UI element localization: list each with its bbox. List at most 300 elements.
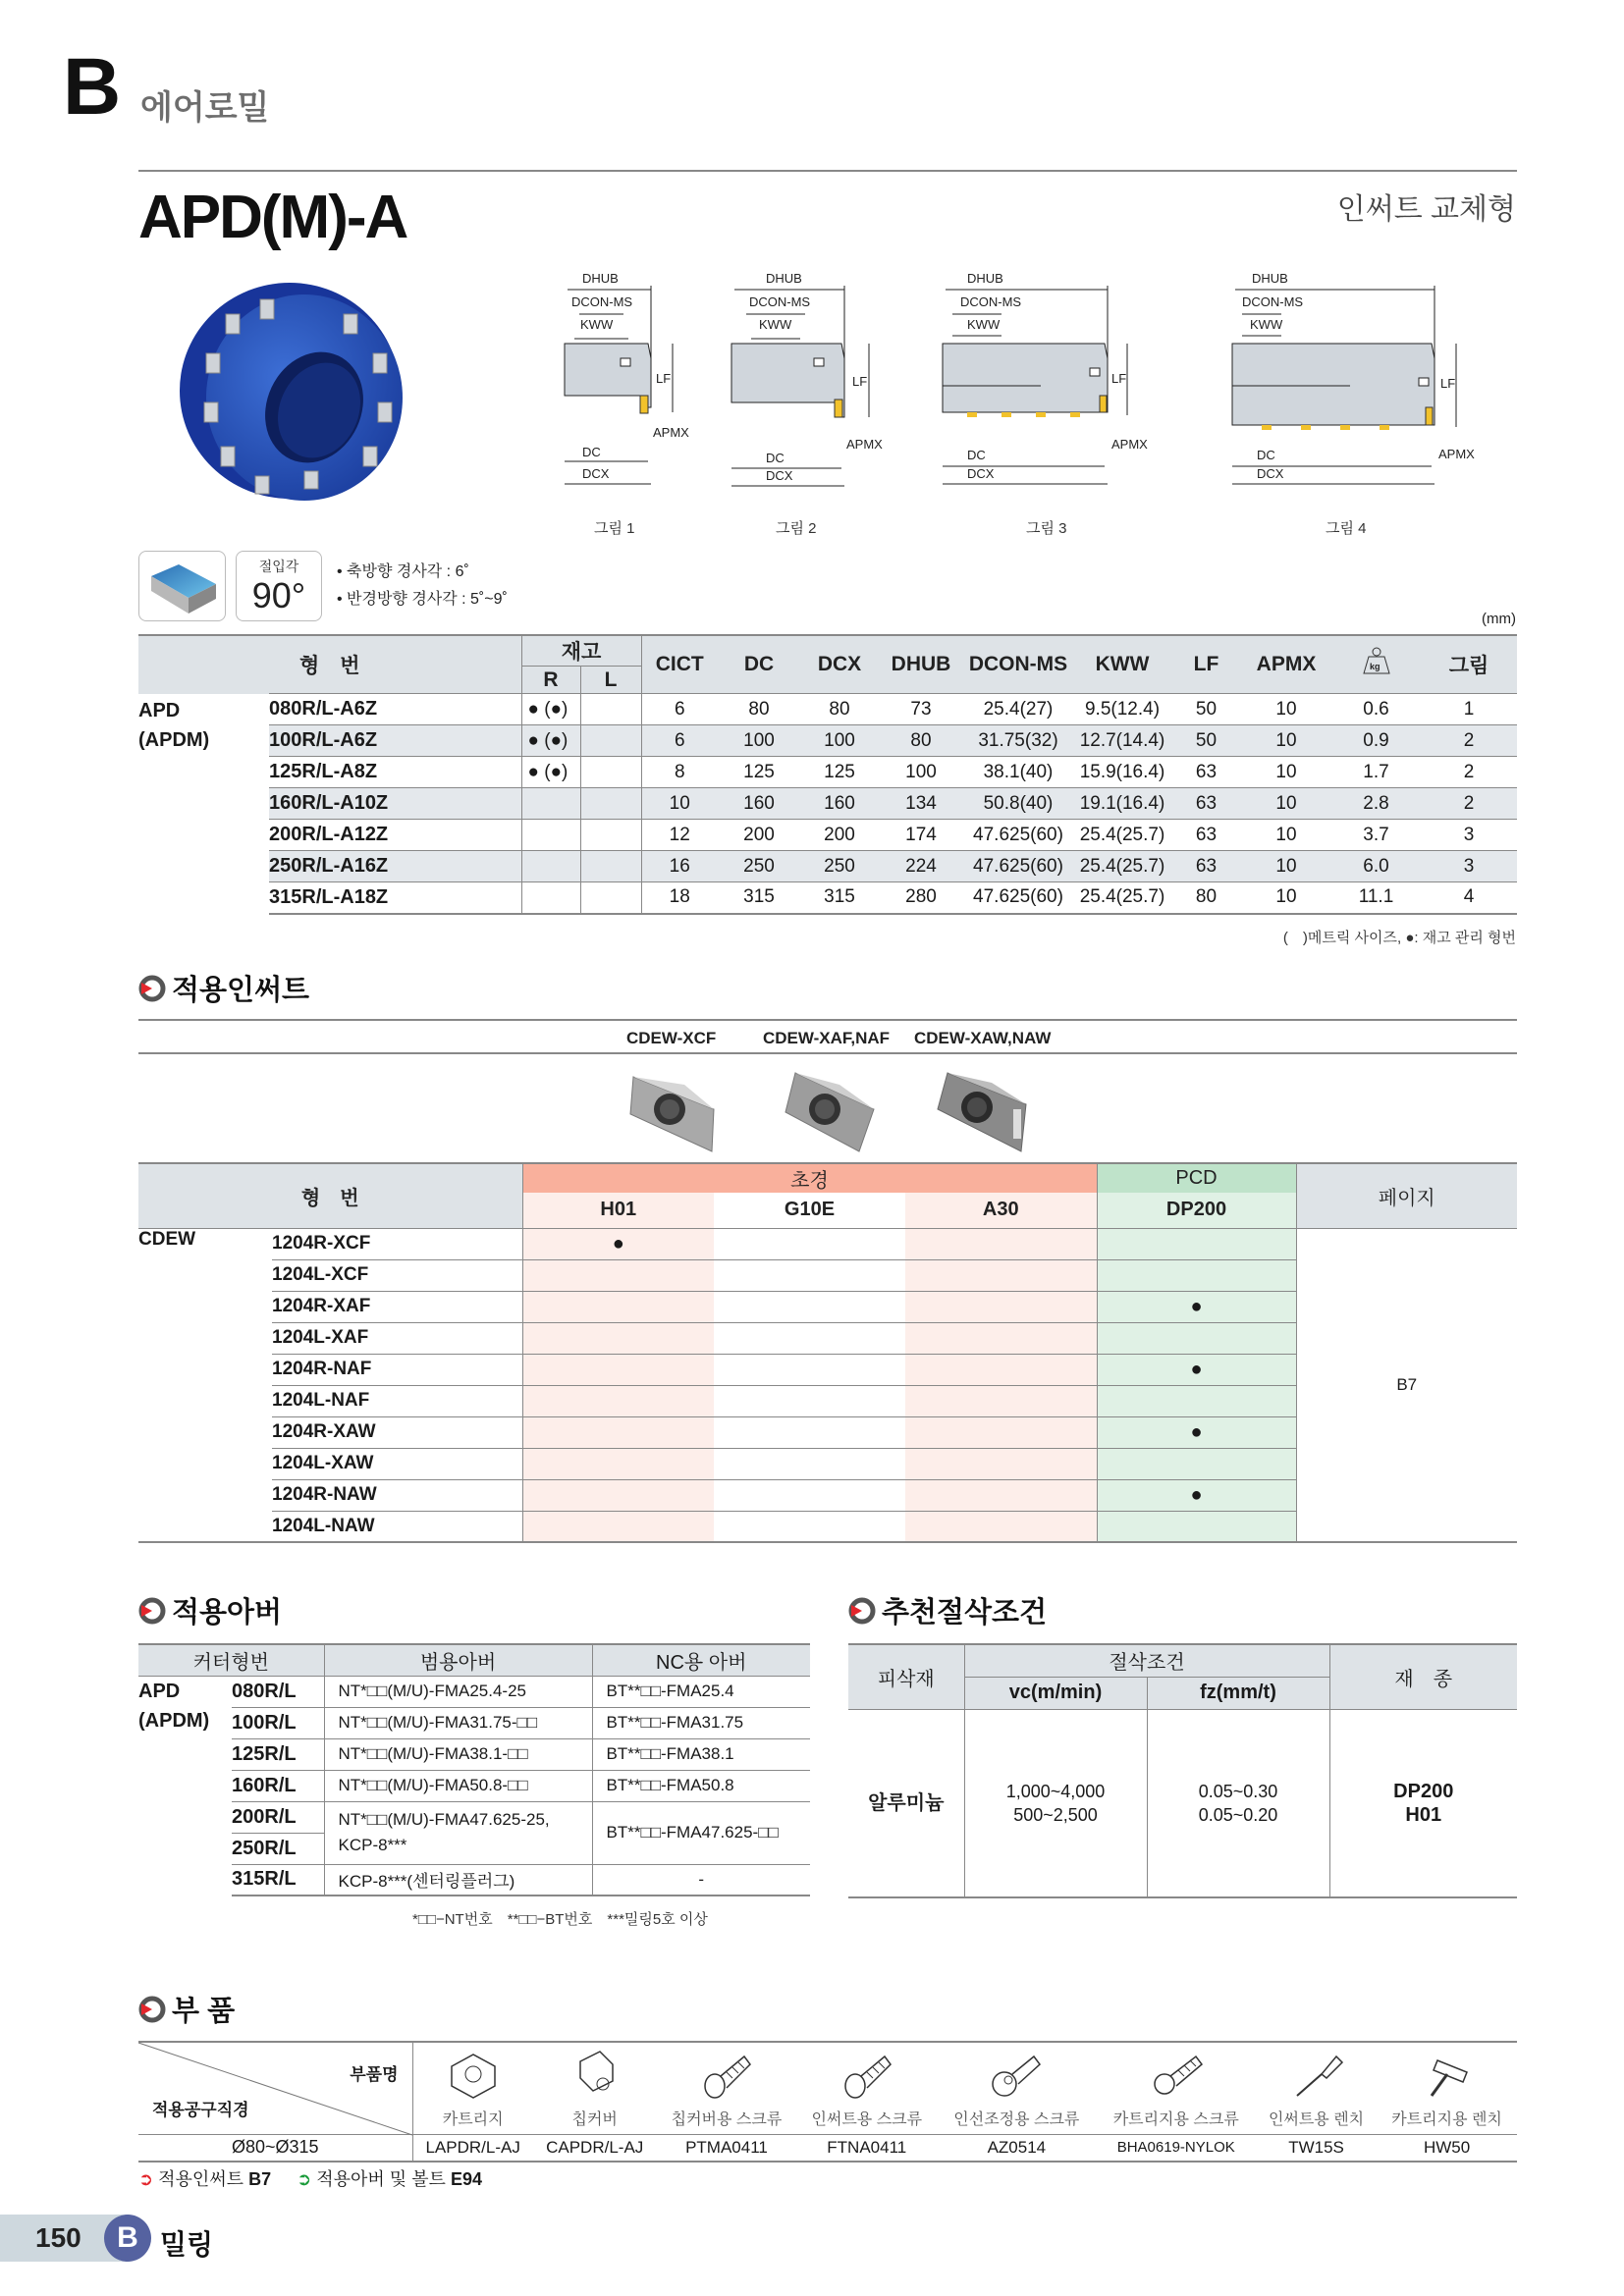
value-cell: 50 — [1171, 694, 1241, 725]
part-name: 인써트용 렌치 — [1268, 2111, 1365, 2129]
insert-label-xaw: CDEW-XAW,NAW — [914, 1029, 1052, 1047]
insert-image-xaf — [781, 1065, 879, 1158]
chapter-letter: B — [63, 42, 122, 132]
grade-mark: ● — [1097, 1354, 1296, 1385]
stock-r — [521, 788, 580, 820]
value-cell: 3.7 — [1331, 820, 1421, 851]
grade-mark — [905, 1511, 1097, 1542]
value-cell: 16 — [641, 851, 718, 882]
grade-mark — [1097, 1228, 1296, 1259]
value-cell: 125 — [718, 757, 800, 788]
header-divider — [138, 170, 1517, 172]
insert-row — [138, 1228, 1517, 1259]
model-code: 100R/L-A6Z — [269, 725, 521, 757]
nc-arbor: BT**□□-FMA50.8 — [592, 1770, 810, 1801]
value-cell: 1.7 — [1331, 757, 1421, 788]
adjust-screw-icon — [987, 2047, 1046, 2102]
value-cell: 15.9(16.4) — [1073, 757, 1171, 788]
value-cell: 224 — [879, 851, 963, 882]
header-grade-g10e: G10E — [714, 1193, 905, 1228]
insert-image-xaw — [933, 1065, 1031, 1158]
value-cell: 160 — [800, 788, 879, 820]
stock-l — [580, 788, 641, 820]
insert-code: 1204R-XAW — [272, 1416, 522, 1448]
model-code: 200R/L-A12Z — [269, 820, 521, 851]
parts-corner-cell — [138, 2042, 412, 2134]
value-cell: 0.6 — [1331, 694, 1421, 725]
part-code: BHA0619-NYLOK — [1097, 2134, 1256, 2162]
figure-caption: 그림 3 — [1026, 520, 1067, 537]
header-nc-arbor: NC용 아버 — [592, 1644, 810, 1676]
value-cell: 134 — [879, 788, 963, 820]
value-cell: 47.625(60) — [963, 882, 1073, 914]
dhub-label: DHUB — [582, 271, 619, 286]
lf-label: LF — [1111, 371, 1127, 386]
part-chip-cover-screw — [657, 2042, 797, 2134]
part-chip-cover — [533, 2042, 657, 2134]
value-cell: 19.1(16.4) — [1073, 788, 1171, 820]
diagram-fig2 — [731, 270, 889, 506]
parts-section-title: 부 품 — [172, 1996, 236, 2027]
arbor-row — [138, 1738, 810, 1770]
insert-code: 1204R-XCF — [272, 1228, 522, 1259]
value-cell: 315 — [800, 882, 879, 914]
parts-section-header — [138, 1989, 235, 2029]
part-name: 칩커버 — [571, 2111, 618, 2129]
value-cell: 25.4(25.7) — [1073, 851, 1171, 882]
value-cell: 174 — [879, 820, 963, 851]
section-bullet-icon — [138, 975, 166, 1002]
figure-caption: 그림 1 — [594, 520, 635, 537]
arbor-row — [138, 1676, 810, 1707]
dcon-label: DCON-MS — [960, 294, 1022, 309]
grade-mark — [714, 1511, 905, 1542]
value-cell: 11.1 — [1331, 882, 1421, 914]
cutter-size: 200R/L — [232, 1801, 324, 1833]
value-cell: 50.8(40) — [963, 788, 1073, 820]
t-wrench-icon — [1418, 2047, 1477, 2102]
grade-mark — [714, 1259, 905, 1291]
grade-value: H01 — [1405, 1803, 1442, 1826]
grade-mark — [522, 1416, 714, 1448]
apmx-label: APMX — [1438, 447, 1475, 461]
header-conditions: 절삭조건 — [964, 1644, 1329, 1677]
part-code: CAPDR/L-AJ — [533, 2134, 657, 2162]
value-cell: 80 — [879, 725, 963, 757]
grade-mark — [1097, 1259, 1296, 1291]
cutter-size: 315R/L — [232, 1864, 324, 1896]
apmx-label: APMX — [846, 437, 883, 452]
value-cell: 80 — [800, 694, 879, 725]
model-code: 250R/L-A16Z — [269, 851, 521, 882]
apmx-label: APMX — [653, 425, 689, 440]
cartridge-icon — [444, 2047, 503, 2102]
grade-cell — [1329, 1709, 1517, 1897]
dhub-label: DHUB — [1252, 271, 1288, 286]
table-row — [138, 851, 1517, 882]
part-insert-wrench — [1256, 2042, 1377, 2134]
section-bullet-icon — [848, 1597, 876, 1625]
entry-angle-value: 90° — [251, 575, 306, 615]
general-arbor: KCP-8***(센터링플러그) — [324, 1864, 592, 1896]
weight-kg-icon — [1356, 647, 1397, 676]
vc-value: 1,000~4,000 — [1005, 1781, 1106, 1801]
dhub-label: DHUB — [766, 271, 802, 286]
value-cell: 38.1(40) — [963, 757, 1073, 788]
cutter-size: 080R/L — [232, 1676, 324, 1707]
screw-icon — [838, 2047, 896, 2102]
value-cell: 63 — [1171, 851, 1241, 882]
grade-mark — [714, 1385, 905, 1416]
kww-label: KWW — [1250, 317, 1283, 332]
part-code: LAPDR/L-AJ — [412, 2134, 533, 2162]
value-cell: 2 — [1421, 757, 1517, 788]
diagonal-divider — [138, 2043, 412, 2135]
ref-label: 적용아버 및 볼트 — [316, 2169, 446, 2189]
grade-mark — [905, 1354, 1097, 1385]
model-code: 315R/L-A18Z — [269, 882, 521, 914]
grade-mark — [522, 1385, 714, 1416]
header-stock: 재고 — [521, 635, 641, 667]
value-cell: 25.4(25.7) — [1073, 882, 1171, 914]
value-cell: 31.75(32) — [963, 725, 1073, 757]
grade-mark — [905, 1385, 1097, 1416]
insert-code: 1204L-NAF — [272, 1385, 522, 1416]
figure-caption: 그림 4 — [1326, 520, 1367, 537]
fz-cell — [1147, 1709, 1329, 1897]
part-code: FTNA0411 — [796, 2134, 937, 2162]
product-image — [167, 275, 422, 510]
dc-label: DC — [1257, 448, 1275, 462]
ref-page: E94 — [450, 2169, 482, 2189]
grade-mark — [1097, 1322, 1296, 1354]
applicable-diameter: Ø80~Ø315 — [138, 2134, 412, 2162]
lf-label: LF — [656, 371, 672, 386]
stock-l — [580, 694, 641, 725]
arbor-section-header — [138, 1590, 282, 1630]
rake-angle-notes — [337, 559, 508, 614]
insert-image-labels — [138, 1019, 1517, 1054]
header-dhub: DHUB — [879, 635, 963, 694]
insert-series: CDEW — [138, 1228, 272, 1542]
value-cell: 63 — [1171, 820, 1241, 851]
cutter-size: 125R/L — [232, 1738, 324, 1770]
stock-r — [521, 820, 580, 851]
radial-rake-note: • 반경방향 경사각 : 5˚~9˚ — [337, 591, 508, 608]
value-cell: 100 — [800, 725, 879, 757]
insert-code: 1204R-XAF — [272, 1291, 522, 1322]
stock-r: ● (●) — [521, 757, 580, 788]
general-arbor: NT*□□(M/U)-FMA31.75-□□ — [324, 1707, 592, 1738]
vc-cell — [964, 1709, 1147, 1897]
part-adjust-screw — [937, 2042, 1096, 2134]
header-grade-dp200: DP200 — [1097, 1193, 1296, 1228]
header-pcd: PCD — [1097, 1163, 1296, 1193]
part-name: 인써트용 스크류 — [811, 2111, 923, 2129]
insert-code: 1204L-XAW — [272, 1448, 522, 1479]
grade-mark — [905, 1322, 1097, 1354]
kww-label: KWW — [759, 317, 792, 332]
grade-mark: ● — [1097, 1416, 1296, 1448]
cutting-section-header — [848, 1590, 1047, 1630]
value-cell: 0.9 — [1331, 725, 1421, 757]
header-model: 형 번 — [138, 635, 521, 694]
value-cell: 47.625(60) — [963, 851, 1073, 882]
svg-text:kg: kg — [1369, 662, 1380, 671]
figure-caption: 그림 2 — [776, 520, 817, 537]
table-footnote: ( )메트릭 사이즈, ●: 재고 관리 형번 — [1282, 930, 1516, 946]
model-code: 160R/L-A10Z — [269, 788, 521, 820]
grade-mark — [1097, 1511, 1296, 1542]
insert-image-xcf — [625, 1065, 724, 1158]
cutter-size: 160R/L — [232, 1770, 324, 1801]
diagram-fig3 — [943, 270, 1148, 506]
value-cell: 100 — [718, 725, 800, 757]
cutting-section-title: 추천절삭조건 — [882, 1597, 1048, 1629]
value-cell: 10 — [641, 788, 718, 820]
arbor-series: APD (APDM) — [138, 1680, 210, 1732]
nc-arbor: BT**□□-FMA38.1 — [592, 1738, 810, 1770]
value-cell: 6.0 — [1331, 851, 1421, 882]
header-cict: CICT — [641, 635, 718, 694]
apmx-label: APMX — [1111, 437, 1148, 452]
page-title: APD(M)-A — [138, 184, 407, 251]
value-cell: 80 — [718, 694, 800, 725]
grade-mark — [905, 1259, 1097, 1291]
arrow-icon: ➲ — [297, 2169, 312, 2189]
value-cell: 25.4(25.7) — [1073, 820, 1171, 851]
ref-page: B7 — [248, 2169, 272, 2189]
ref-label: 적용인써트 — [158, 2169, 244, 2189]
value-cell: 10 — [1241, 882, 1331, 914]
part-name: 카트리지 — [442, 2111, 504, 2129]
dcon-label: DCON-MS — [571, 294, 633, 309]
grade-mark — [905, 1291, 1097, 1322]
diagram-fig1 — [565, 270, 712, 506]
cutter-size: 100R/L — [232, 1707, 324, 1738]
value-cell: 50 — [1171, 725, 1241, 757]
nc-arbor: BT**□□-FMA25.4 — [592, 1676, 810, 1707]
grade-mark: ● — [522, 1228, 714, 1259]
part-name: 카트리지용 스크류 — [1112, 2111, 1239, 2129]
nc-arbor: BT**□□-FMA31.75 — [592, 1707, 810, 1738]
material-cell: 알루미늄 — [848, 1709, 964, 1897]
part-code: PTMA0411 — [657, 2134, 797, 2162]
nc-arbor: - — [592, 1864, 810, 1896]
value-cell: 2.8 — [1331, 788, 1421, 820]
dc-label: DC — [766, 451, 785, 465]
stock-l — [580, 882, 641, 914]
dc-label: DC — [582, 445, 601, 459]
value-cell: 315 — [718, 882, 800, 914]
table-row — [138, 788, 1517, 820]
model-code: 125R/L-A8Z — [269, 757, 521, 788]
parts-name-label: 부품명 — [350, 2065, 399, 2084]
grade-mark: ● — [1097, 1291, 1296, 1322]
header-fz: fz(mm/t) — [1147, 1677, 1329, 1709]
part-code: AZ0514 — [937, 2134, 1096, 2162]
entry-angle-label: 절입각 — [258, 559, 299, 574]
header-grade-a30: A30 — [905, 1193, 1097, 1228]
arbor-row — [138, 1801, 810, 1833]
dcx-label: DCX — [766, 468, 793, 483]
value-cell: 25.4(27) — [963, 694, 1073, 725]
dhub-label: DHUB — [967, 271, 1003, 286]
table-row — [138, 757, 1517, 788]
value-cell: 10 — [1241, 757, 1331, 788]
grade-mark — [714, 1448, 905, 1479]
grade-mark — [522, 1479, 714, 1511]
fz-value: 0.05~0.20 — [1198, 1804, 1278, 1825]
header-dcx: DCX — [800, 635, 879, 694]
grade-mark — [522, 1354, 714, 1385]
header-grade: 재 종 — [1329, 1644, 1517, 1709]
value-cell: 10 — [1241, 820, 1331, 851]
table-row — [138, 820, 1517, 851]
grade-mark — [714, 1291, 905, 1322]
header-apmx: APMX — [1241, 635, 1331, 694]
general-arbor: NT*□□(M/U)-FMA38.1-□□ — [324, 1738, 592, 1770]
value-cell: 10 — [1241, 788, 1331, 820]
header-vc: vc(m/min) — [964, 1677, 1147, 1709]
header-general-arbor: 범용아버 — [324, 1644, 592, 1676]
general-arbor: NT*□□(M/U)-FMA47.625-25, KCP-8*** — [324, 1801, 592, 1864]
section-badge: B — [104, 2215, 151, 2262]
section-bullet-icon — [138, 1597, 166, 1625]
grade-mark — [905, 1228, 1097, 1259]
value-cell: 6 — [641, 725, 718, 757]
value-cell: 10 — [1241, 851, 1331, 882]
arbor-row — [138, 1707, 810, 1738]
part-code: HW50 — [1377, 2134, 1517, 2162]
grade-mark — [905, 1448, 1097, 1479]
arbor-row — [138, 1770, 810, 1801]
page-number: 150 — [35, 2222, 81, 2253]
insert-code: 1204L-XAF — [272, 1322, 522, 1354]
footer-section-name: 밀링 — [160, 2229, 214, 2260]
part-cartridge-screw — [1097, 2042, 1256, 2134]
insert-label-xaf: CDEW-XAF,NAF — [763, 1029, 891, 1047]
insert-code: 1204L-NAW — [272, 1511, 522, 1542]
arbor-row — [138, 1864, 810, 1896]
unit-label: (mm) — [1482, 611, 1516, 627]
ref-insert-link[interactable] — [138, 2165, 271, 2191]
header-model: 형 번 — [138, 1163, 522, 1228]
part-cartridge — [412, 2042, 533, 2134]
insert-code: 1204R-NAW — [272, 1479, 522, 1511]
section-bullet-icon — [138, 1996, 166, 2023]
value-cell: 10 — [1241, 725, 1331, 757]
header-figure: 그림 — [1421, 635, 1517, 694]
page-subtitle: 인써트 교체형 — [1336, 193, 1516, 226]
stock-l — [580, 851, 641, 882]
value-cell: 160 — [718, 788, 800, 820]
insert-shape-icon — [138, 551, 226, 621]
arbor-section-title: 적용아버 — [172, 1597, 283, 1629]
header-cutter: 커터형번 — [138, 1644, 324, 1676]
grade-mark — [905, 1479, 1097, 1511]
stock-l — [580, 820, 641, 851]
ref-arbor-link[interactable] — [297, 2165, 482, 2191]
lf-label: LF — [1440, 376, 1456, 391]
value-cell: 3 — [1421, 851, 1517, 882]
value-cell: 8 — [641, 757, 718, 788]
dcon-label: DCON-MS — [1242, 294, 1304, 309]
value-cell: 4 — [1421, 882, 1517, 914]
header-weight — [1331, 635, 1421, 694]
value-cell: 18 — [641, 882, 718, 914]
header-page: 페이지 — [1296, 1163, 1517, 1228]
bolt-icon — [1147, 2047, 1206, 2102]
value-cell: 12.7(14.4) — [1073, 725, 1171, 757]
value-cell: 63 — [1171, 788, 1241, 820]
header-material: 피삭재 — [848, 1644, 964, 1709]
part-name: 인선조정용 스크류 — [953, 2111, 1080, 2129]
screw-icon — [697, 2047, 756, 2102]
part-code: TW15S — [1256, 2134, 1377, 2162]
value-cell: 80 — [1171, 882, 1241, 914]
general-arbor: NT*□□(M/U)-FMA25.4-25 — [324, 1676, 592, 1707]
dcx-label: DCX — [582, 466, 610, 481]
arbor-table — [138, 1643, 810, 1896]
dc-label: DC — [967, 448, 986, 462]
page-reference: B7 — [1296, 1228, 1517, 1542]
axial-rake-note: • 축방향 경사각 : 6˚ — [337, 563, 469, 580]
grade-mark — [522, 1291, 714, 1322]
header-carbide: 초경 — [522, 1163, 1097, 1193]
model-code: 080R/L-A6Z — [269, 694, 521, 725]
part-insert-screw — [796, 2042, 937, 2134]
value-cell: 2 — [1421, 788, 1517, 820]
grade-mark — [714, 1322, 905, 1354]
cutter-size: 250R/L — [232, 1833, 324, 1864]
header-dc: DC — [718, 635, 800, 694]
stock-r — [521, 882, 580, 914]
header-kww: KWW — [1073, 635, 1171, 694]
cross-references — [138, 2165, 482, 2191]
grade-mark — [714, 1354, 905, 1385]
header-lf: LF — [1171, 635, 1241, 694]
stock-r — [521, 851, 580, 882]
header-stock-l: L — [580, 667, 641, 694]
value-cell: 125 — [800, 757, 879, 788]
value-cell: 100 — [879, 757, 963, 788]
part-name: 칩커버용 스크류 — [671, 2111, 783, 2129]
value-cell: 200 — [800, 820, 879, 851]
screwdriver-icon — [1287, 2047, 1346, 2102]
grade-mark — [1097, 1448, 1296, 1479]
grade-mark — [1097, 1385, 1296, 1416]
insert-section-header — [138, 968, 309, 1008]
grade-mark — [714, 1228, 905, 1259]
stock-l — [580, 725, 641, 757]
value-cell: 10 — [1241, 694, 1331, 725]
cutting-table — [848, 1643, 1517, 1898]
table-row — [138, 725, 1517, 757]
insert-table — [138, 1162, 1517, 1543]
grade-mark: ● — [1097, 1479, 1296, 1511]
entry-angle-box — [236, 551, 322, 621]
value-cell: 47.625(60) — [963, 820, 1073, 851]
header-stock-r: R — [521, 667, 580, 694]
insert-code: 1204L-XCF — [272, 1259, 522, 1291]
kww-label: KWW — [967, 317, 1001, 332]
kww-label: KWW — [580, 317, 614, 332]
grade-mark — [522, 1448, 714, 1479]
lf-label: LF — [852, 374, 868, 389]
arrow-icon: ➲ — [138, 2169, 154, 2189]
part-name: 카트리지용 렌치 — [1391, 2111, 1502, 2129]
